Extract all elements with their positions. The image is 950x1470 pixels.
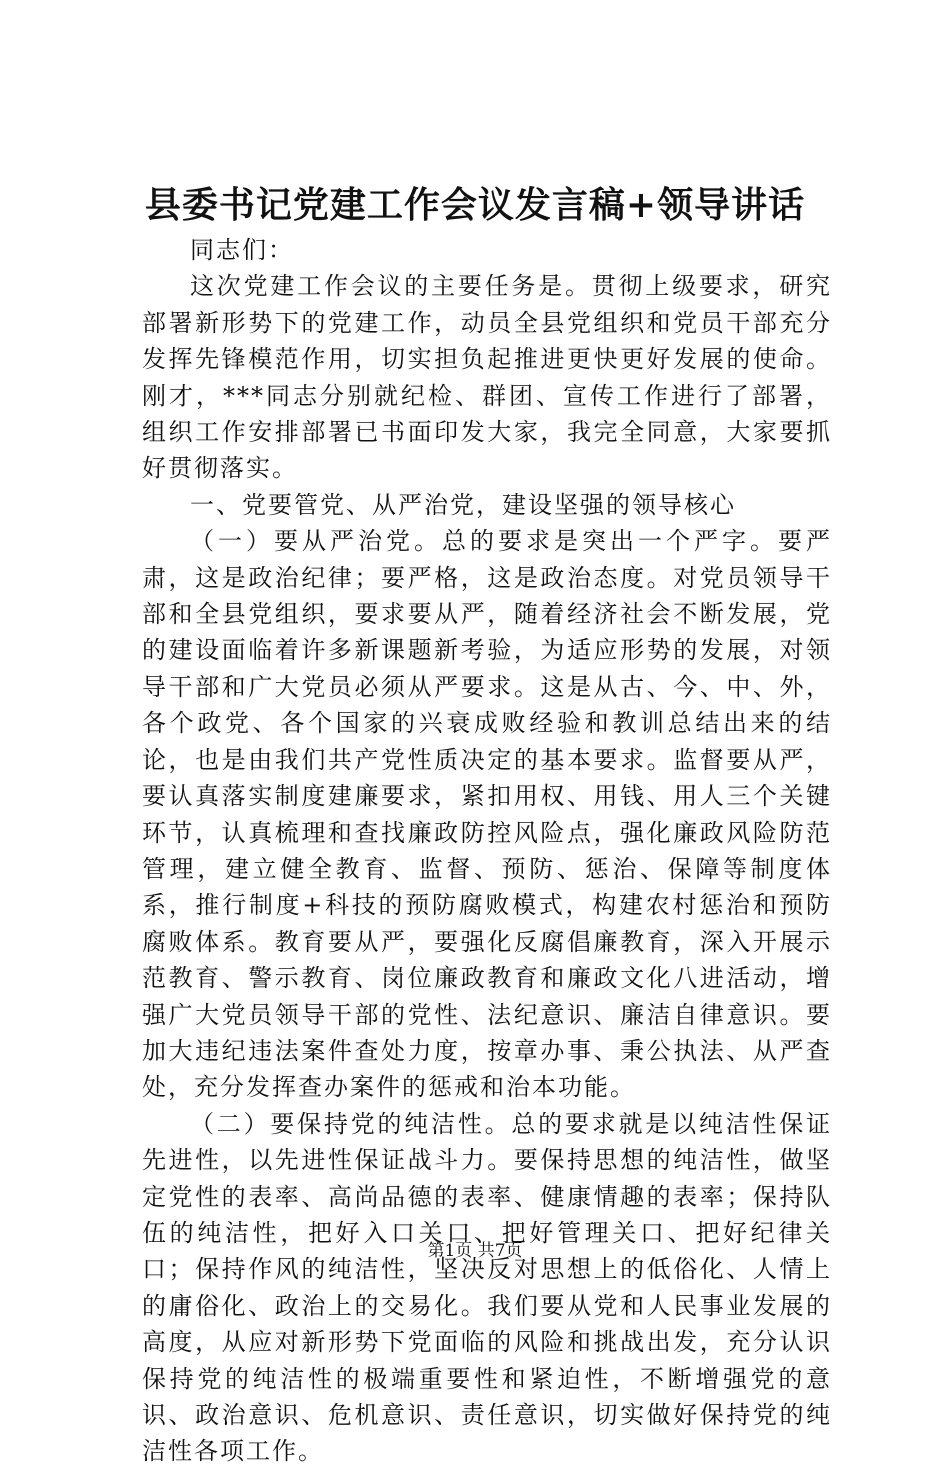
document-body [142, 232, 832, 1470]
salutation-paragraph: 同志们： [190, 236, 294, 264]
section-heading: 一、党要管党、从严治党，建设坚强的领导核心 [190, 490, 736, 519]
intro-paragraph: 这次党建工作会议的主要任务是。贯彻上级要求，研究部署新形势下的党建工作，动员全县党组织和党员干部充分发挥先锋模范作用，切实担负起推进更快更好发展的使命。刚才，***同志分别就纪检、群团、宣传工作进行了部署，组织工作安排部署已书面印发大家，我完全同意，大家要抓好贯彻落实。 [142, 272, 832, 483]
subsection-1-paragraph: （一）要从严治党。总的要求是突出一个严字。要严肃，这是政治纪律；要严格，这是政治态度。对党员领导干部和全县党组织，要求要从严，随着经济社会不断发展，党的建设面临着许多新课题新考验，为适应形势的发展，对领导干部和广大党员必须从严要求。这是从古、今、中、外，各个政党、各个国家的兴衰成败经验和教训总结出来的结论，也是由我们共产党性质决定的基本要求。监督要从严，要认真落实制度建廉要求，紧扣用权、用钱、用人三个关键环节，认真梳理和查找廉政防控风险点，强化廉政风险防范管理，建立健全教育、监督、预防、惩治、保障等制度体系，推行制度+科技的预防腐败模式，构建农村惩治和预防腐败体系。教育要从严，要强化反腐倡廉教育，深入开展示范教育、警示教育、岗位廉政教育和廉政文化八进活动，增强广大党员领导干部的党性、法纪意识、廉洁自律意识。要加大违纪违法案件查处力度，按章办事、秉公执法、从严查处，充分发挥查办案件的惩戒和治本功能。 [142, 527, 832, 1102]
page-footer: 第1页 共7页 [427, 1241, 523, 1261]
document-title: 县委书记党建工作会议发言稿+领导讲话 [144, 184, 806, 226]
subsection-2-paragraph: （二）要保持党的纯洁性。总的要求就是以纯洁性保证先进性，以先进性保证战斗力。要保持思想的纯洁性，做坚定党性的表率、高尚品德的表率、健康情趣的表率；保持队伍的纯洁性，把好入口关口、把好管理关口、把好纪律关口；保持作风的纯洁性，坚决反对思想上的低俗化、人情上的庸俗化、政治上的交易化。我们要从党和人民事业发展的高度，从应对新形势下党面临的风险和挑战出发，充分认识保持党的纯洁性的极端重要性和紧迫性，不断增强党的意识、政治意识、危机意识、责任意识，切实做好保持党的纯洁性各项工作。 [142, 1109, 832, 1466]
